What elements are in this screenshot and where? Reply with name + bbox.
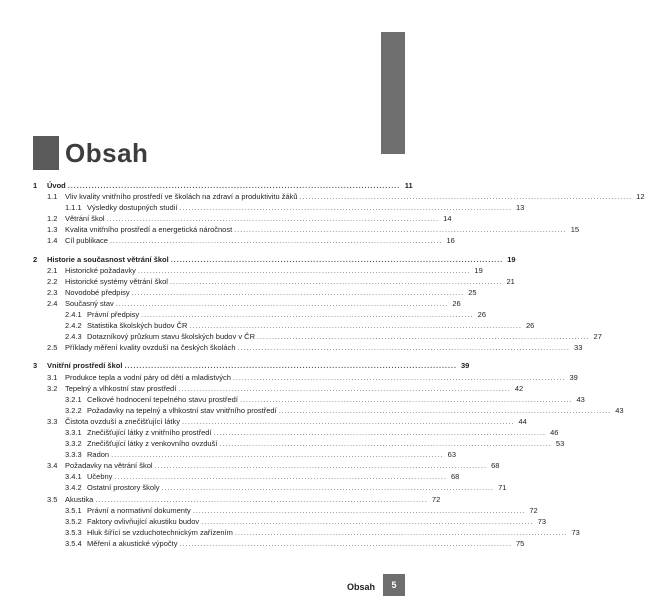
toc-entry[interactable] <box>33 213 452 224</box>
toc-entry-title: Dotazníkový průzkum stavu školských budov v ČR <box>87 332 255 342</box>
toc-entry[interactable] <box>33 254 516 265</box>
toc-entry-page: 73 <box>571 527 580 537</box>
toc-dot-leader <box>279 405 610 416</box>
toc-entry-page: 44 <box>518 416 527 426</box>
toc-dot-leader <box>219 438 550 449</box>
toc-entry-page: 16 <box>446 236 455 246</box>
toc-entry-title: Historie a současnost větrání škol <box>47 254 169 264</box>
toc-entry-title: Akustika <box>65 494 94 504</box>
toc-entry[interactable] <box>33 405 624 416</box>
toc-entry-page: 43 <box>615 405 624 415</box>
toc-dot-leader <box>240 394 571 405</box>
toc-entry-number: 2.4 <box>47 298 58 308</box>
side-tab-marker <box>381 32 405 154</box>
toc-entry-number: 1.3 <box>47 225 58 235</box>
toc-entry-page: 19 <box>507 254 516 264</box>
toc-entry[interactable] <box>33 235 455 246</box>
toc-entry-title: Výsledky dostupných studií <box>87 203 178 213</box>
toc-dot-leader <box>300 191 631 202</box>
toc-dot-leader <box>234 224 565 235</box>
toc-entry-page: 68 <box>491 461 500 471</box>
toc-entry-page: 26 <box>526 321 535 331</box>
toc-dot-leader <box>132 287 463 298</box>
toc-entry-number: 1.1 <box>47 192 58 202</box>
toc-entry-title: Právní a normativní dokumenty <box>87 505 191 515</box>
toc-entry[interactable] <box>33 416 527 427</box>
toc-entry-number: 2.1 <box>47 265 58 275</box>
toc-entry-title: Ostatní prostory školy <box>87 483 160 493</box>
toc-entry-title: Statistika školských budov ČR <box>87 321 188 331</box>
toc-entry[interactable] <box>33 538 525 549</box>
toc-dot-leader <box>201 516 532 527</box>
toc-entry-number: 1.2 <box>47 214 58 224</box>
toc-entry-number: 2.4.3 <box>65 332 82 342</box>
page-number: 5 <box>391 580 397 590</box>
toc-dot-leader <box>162 482 493 493</box>
toc-entry-number: 2 <box>33 254 38 264</box>
toc-dot-leader <box>182 416 513 427</box>
toc-dot-leader <box>68 180 399 191</box>
toc-entry-number: 3.4.1 <box>65 472 82 482</box>
toc-entry-title: Úvod <box>47 181 66 190</box>
toc-dot-leader <box>124 360 455 371</box>
contents-heading <box>33 136 148 170</box>
toc-entry-title: Čistota ovzduší a znečišťující látky <box>65 416 180 426</box>
toc-entry-number: 3.3.1 <box>65 427 82 437</box>
toc-dot-leader <box>235 527 566 538</box>
toc-entry-title: Znečišťující látky z vnitřního prostředí <box>87 427 212 437</box>
toc-entry[interactable] <box>33 342 583 353</box>
toc-entry-number: 3.3 <box>47 416 58 426</box>
toc-entry-number: 1.1.1 <box>65 203 82 213</box>
toc-entry[interactable] <box>33 309 486 320</box>
toc-entry-title: Příklady měření kvality ovzduší na českých školách <box>65 343 236 353</box>
toc-entry-title: Celkové hodnocení tepelného stavu prostředí <box>87 394 238 404</box>
section-gap <box>33 247 371 254</box>
toc-entry[interactable] <box>33 383 524 394</box>
toc-entry[interactable] <box>33 460 500 471</box>
toc-entry-number: 3.5.1 <box>65 505 82 515</box>
toc-entry-title: Vnitřní prostředí škol <box>47 361 123 371</box>
toc-entry-title: Cíl publikace <box>65 236 108 246</box>
toc-dot-leader <box>141 309 472 320</box>
toc-entry[interactable] <box>33 298 461 309</box>
toc-entry-title: Právní předpisy <box>87 310 140 320</box>
toc-entry-title: Novodobé předpisy <box>65 287 130 297</box>
toc-entry[interactable] <box>33 265 483 276</box>
toc-entry-page: 68 <box>450 472 460 482</box>
toc-entry-title: Historické systémy větrání škol <box>65 276 168 286</box>
toc-entry-title: Kvalita vnitřního prostředí a energetická náročnost <box>65 225 233 235</box>
toc-entry-page: 13 <box>516 203 525 213</box>
toc-entry-page: 39 <box>460 361 470 371</box>
toc-dot-leader <box>107 213 438 224</box>
toc-entry-title: Požadavky na tepelný a vlhkostní stav vnitřního prostředí <box>87 405 277 415</box>
toc-entry-number: 3.5.4 <box>65 538 82 548</box>
toc-entry[interactable] <box>33 191 645 202</box>
toc-entry[interactable] <box>33 394 585 405</box>
toc-entry-number: 2.2 <box>47 276 58 286</box>
toc-entry-title: Měření a akustické výpočty <box>87 538 178 548</box>
toc-entry-page: 19 <box>474 265 483 275</box>
toc-entry[interactable] <box>33 516 547 527</box>
toc-dot-leader <box>170 276 501 287</box>
toc-dot-leader <box>189 320 520 331</box>
toc-entry-page: 39 <box>569 372 578 382</box>
toc-entry[interactable] <box>33 224 580 235</box>
toc-entry-title: Produkce tepla a vodní páry od dětí a mladistvých <box>65 372 231 382</box>
toc-entry-page: 72 <box>529 505 538 515</box>
toc-entry-number: 3.4.2 <box>65 483 82 493</box>
toc-entry[interactable] <box>33 331 602 342</box>
toc-entry-number: 3.1 <box>47 372 58 382</box>
toc-dot-leader <box>238 342 569 353</box>
toc-entry-number: 3.3.3 <box>65 450 82 460</box>
toc-entry[interactable] <box>33 482 507 493</box>
toc-entry-number: 3.5.2 <box>65 516 82 526</box>
toc-entry-number: 3.2.1 <box>65 394 82 404</box>
toc-entry-page: 11 <box>404 181 413 190</box>
toc-entry-page: 26 <box>477 310 486 320</box>
toc-dot-leader <box>214 427 545 438</box>
toc-entry-title: Větrání škol <box>65 214 105 224</box>
toc-dot-leader <box>178 383 509 394</box>
footer-section-label: Obsah <box>346 582 375 592</box>
toc-entry-title: Současný stav <box>65 298 114 308</box>
toc-entry[interactable] <box>33 494 441 505</box>
toc-entry-page: 26 <box>452 298 461 308</box>
toc-dot-leader <box>171 254 502 265</box>
toc-entry-page: 25 <box>468 287 477 297</box>
toc-entry[interactable] <box>33 471 460 482</box>
toc-entry-title: Požadavky na větrání škol <box>65 461 153 471</box>
table-of-contents <box>33 180 645 549</box>
toc-entry-page: 42 <box>514 383 524 393</box>
toc-entry-page: 63 <box>447 450 456 460</box>
toc-entry-title: Radon <box>87 450 110 460</box>
toc-entry-page: 71 <box>498 483 507 493</box>
toc-entry-number: 3 <box>33 361 38 371</box>
toc-entry[interactable] <box>33 372 578 383</box>
toc-entry-number: 1 <box>33 181 38 190</box>
toc-dot-leader <box>155 460 486 471</box>
toc-dot-leader <box>116 298 447 309</box>
toc-dot-leader <box>111 449 442 460</box>
toc-entry[interactable] <box>33 527 580 538</box>
toc-entry-number: 2.4.2 <box>65 321 82 331</box>
toc-entry[interactable] <box>33 438 565 449</box>
toc-dot-leader <box>193 505 524 516</box>
toc-entry-title: Tepelný a vlhkostní stav prostředí <box>65 383 177 393</box>
toc-entry-page: 73 <box>537 516 547 526</box>
toc-entry-number: 3.4 <box>47 461 58 471</box>
toc-entry-title: Učebny <box>87 472 113 482</box>
toc-entry-title: Znečišťující látky z venkovního ovzduší <box>87 439 218 449</box>
toc-entry-page: 12 <box>636 192 645 202</box>
toc-dot-leader <box>138 265 469 276</box>
toc-entry-title: Vliv kvality vnitřního prostředí ve školách na zdraví a produktivitu žáků <box>65 192 298 202</box>
heading-square-icon <box>33 136 59 170</box>
toc-entry[interactable] <box>33 276 515 287</box>
toc-entry[interactable] <box>33 202 525 213</box>
toc-entry-number: 2.4.1 <box>65 310 82 320</box>
toc-entry[interactable] <box>33 360 470 371</box>
toc-entry-page: 46 <box>550 427 559 437</box>
toc-entry-number: 3.5 <box>47 494 58 504</box>
toc-dot-leader <box>179 202 510 213</box>
toc-entry-page: 75 <box>516 538 525 548</box>
toc-entry-page: 15 <box>570 225 580 235</box>
toc-entry-page: 53 <box>555 439 565 449</box>
toc-entry-number: 3.2 <box>47 383 58 393</box>
toc-dot-leader <box>114 471 445 482</box>
toc-entry[interactable] <box>33 449 456 460</box>
toc-dot-leader <box>257 331 588 342</box>
toc-entry-number: 3.5.3 <box>65 527 82 537</box>
toc-entry-page: 14 <box>443 214 452 224</box>
toc-entry-page: 33 <box>574 343 583 353</box>
toc-entry[interactable] <box>33 287 477 298</box>
toc-dot-leader <box>95 494 426 505</box>
toc-dot-leader <box>110 235 441 246</box>
toc-entry-number: 1.4 <box>47 236 58 246</box>
toc-entry[interactable] <box>33 427 559 438</box>
toc-entry-number: 2.3 <box>47 287 58 297</box>
page-title: Obsah <box>65 137 149 168</box>
toc-entry[interactable] <box>33 320 535 331</box>
toc-entry-number: 3.3.2 <box>65 439 82 449</box>
toc-entry-page: 27 <box>593 332 602 342</box>
toc-entry[interactable] <box>33 180 413 191</box>
toc-entry-title: Faktory ovlivňující akustiku budov <box>87 516 200 526</box>
toc-dot-leader <box>179 538 510 549</box>
toc-entry-title: Historické požadavky <box>65 265 136 275</box>
toc-dot-leader <box>233 372 564 383</box>
toc-entry-title: Hluk šířící se vzduchotechnickým zařízením <box>87 527 233 537</box>
section-gap <box>33 353 371 360</box>
toc-entry-page: 72 <box>431 494 441 504</box>
toc-entry-number: 2.5 <box>47 343 58 353</box>
toc-entry[interactable] <box>33 505 538 516</box>
toc-entry-page: 21 <box>506 276 515 286</box>
toc-entry-page: 43 <box>576 394 585 404</box>
toc-entry-number: 3.2.2 <box>65 405 82 415</box>
